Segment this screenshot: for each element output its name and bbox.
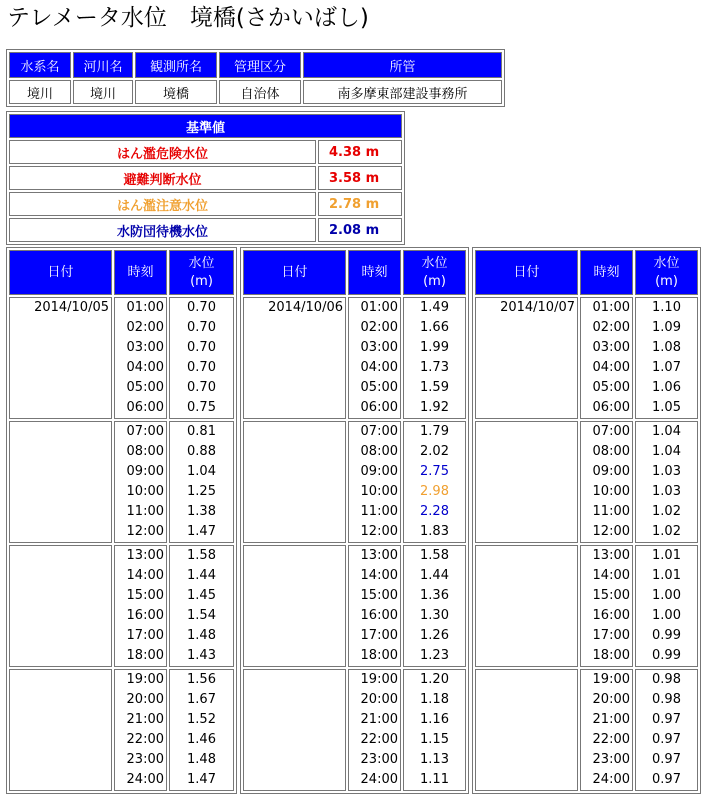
level-value: 1.44: [187, 568, 216, 583]
date-value: 2014/10/07: [500, 300, 575, 315]
level-value: 1.66: [420, 320, 449, 335]
time-value: 22:00: [360, 732, 398, 747]
level-value: 1.16: [420, 712, 449, 727]
date-cell: [243, 669, 346, 791]
level-value: 1.03: [652, 484, 681, 499]
caution-level-label: はん濫注意水位: [9, 192, 316, 216]
level-cell: [635, 669, 698, 791]
time-block-row: [475, 669, 698, 791]
time-block-row: [243, 297, 466, 419]
level-value: 1.38: [187, 504, 216, 519]
time-value: 06:00: [360, 400, 398, 415]
date-cell: [243, 545, 346, 667]
level-cell: [403, 297, 466, 419]
time-block-row: [243, 421, 466, 543]
time-value: 08:00: [360, 444, 398, 459]
time-value: 02:00: [126, 320, 164, 335]
time-value: 21:00: [592, 712, 630, 727]
level-value: 1.09: [652, 320, 681, 335]
level-column-header: [635, 250, 698, 295]
level-value: 1.46: [187, 732, 216, 747]
level-value: 1.06: [652, 380, 681, 395]
level-value: 1.01: [652, 568, 681, 583]
time-value: 19:00: [360, 672, 398, 687]
time-value: 18:00: [360, 648, 398, 663]
standard-row-danger: [9, 140, 402, 164]
time-value: 06:00: [126, 400, 164, 415]
level-column-header: [169, 250, 234, 295]
river-value: 境川: [73, 80, 133, 104]
time-value: 06:00: [592, 400, 630, 415]
level-value: 2.02: [420, 444, 449, 459]
time-value: 21:00: [360, 712, 398, 727]
time-value: 09:00: [592, 464, 630, 479]
standard-row-evacuation: [9, 166, 402, 190]
time-value: 02:00: [360, 320, 398, 335]
time-cell: [580, 545, 633, 667]
level-value: 1.08: [652, 340, 681, 355]
water-system-value: 境川: [9, 80, 71, 104]
level-value: 1.73: [420, 360, 449, 375]
time-value: 21:00: [126, 712, 164, 727]
time-value: 13:00: [126, 548, 164, 563]
time-value: 01:00: [360, 300, 398, 315]
water-level-day-table: [240, 247, 469, 794]
time-value: 15:00: [126, 588, 164, 603]
level-value: 1.00: [652, 608, 681, 623]
standard-levels-header: 基準値: [9, 114, 402, 138]
time-value: 02:00: [592, 320, 630, 335]
level-value: 0.97: [652, 772, 681, 787]
time-value: 22:00: [592, 732, 630, 747]
level-value: 1.20: [420, 672, 449, 687]
level-value: 1.23: [420, 648, 449, 663]
time-value: 05:00: [592, 380, 630, 395]
header-management: 管理区分: [219, 52, 301, 78]
date-value: 2014/10/05: [34, 300, 109, 315]
header-station: 観測所名: [135, 52, 217, 78]
date-cell: [475, 297, 578, 419]
date-cell: [475, 421, 578, 543]
level-cell: [403, 669, 466, 791]
level-value: 1.01: [652, 548, 681, 563]
date-column-header: 日付: [9, 250, 112, 295]
level-cell: [169, 545, 234, 667]
level-value: 0.70: [187, 340, 216, 355]
time-value: 03:00: [592, 340, 630, 355]
level-value: 1.43: [187, 648, 216, 663]
station-info-value-row: [9, 80, 502, 104]
date-cell: [9, 421, 112, 543]
time-cell: [114, 669, 167, 791]
danger-level-value: 4.38 m: [318, 140, 402, 164]
time-column-header: 時刻: [114, 250, 167, 295]
time-value: 12:00: [360, 524, 398, 539]
level-value: 1.79: [420, 424, 449, 439]
level-value: 0.75: [187, 400, 216, 415]
level-header-label: 水位: [653, 255, 680, 271]
time-value: 22:00: [126, 732, 164, 747]
time-value: 24:00: [126, 772, 164, 787]
time-value: 13:00: [360, 548, 398, 563]
time-block-row: [9, 669, 234, 791]
header-river: 河川名: [73, 52, 133, 78]
time-value: 17:00: [126, 628, 164, 643]
level-column-header: [403, 250, 466, 295]
time-value: 24:00: [360, 772, 398, 787]
level-value: 1.58: [420, 548, 449, 563]
time-value: 09:00: [126, 464, 164, 479]
time-value: 12:00: [592, 524, 630, 539]
time-value: 19:00: [126, 672, 164, 687]
time-cell: [348, 669, 401, 791]
time-value: 20:00: [592, 692, 630, 707]
standard-row-standby: [9, 218, 402, 242]
level-value: 1.92: [420, 400, 449, 415]
level-value: 1.48: [187, 628, 216, 643]
time-cell: [348, 545, 401, 667]
date-column-header: 日付: [475, 250, 578, 295]
level-value: 0.70: [187, 360, 216, 375]
time-value: 12:00: [126, 524, 164, 539]
time-cell: [580, 421, 633, 543]
time-value: 20:00: [126, 692, 164, 707]
date-cell: [9, 669, 112, 791]
day-header-row: [9, 250, 234, 295]
level-cell: [169, 421, 234, 543]
time-value: 24:00: [592, 772, 630, 787]
time-cell: [114, 545, 167, 667]
level-value: 1.10: [652, 300, 681, 315]
level-value-standby: 2.75: [420, 464, 449, 479]
station-info-table: [6, 49, 505, 107]
time-value: 18:00: [592, 648, 630, 663]
level-header-unit: (m): [655, 273, 678, 289]
danger-level-label: はん濫危険水位: [9, 140, 316, 164]
time-value: 19:00: [592, 672, 630, 687]
level-header-unit: (m): [190, 273, 213, 289]
time-value: 10:00: [126, 484, 164, 499]
header-water-system: 水系名: [9, 52, 71, 78]
level-value: 1.02: [652, 524, 681, 539]
level-value: 1.18: [420, 692, 449, 707]
time-value: 13:00: [592, 548, 630, 563]
level-value-standby: 2.28: [420, 504, 449, 519]
standard-levels-table: [6, 111, 405, 245]
level-cell: [635, 421, 698, 543]
time-value: 15:00: [592, 588, 630, 603]
time-block-row: [9, 545, 234, 667]
time-value: 04:00: [360, 360, 398, 375]
time-value: 07:00: [126, 424, 164, 439]
time-value: 07:00: [592, 424, 630, 439]
time-cell: [348, 297, 401, 419]
level-header-label: 水位: [188, 255, 215, 271]
time-block-row: [9, 421, 234, 543]
time-block-row: [475, 421, 698, 543]
jurisdiction-value: 南多摩東部建設事務所: [303, 80, 502, 104]
level-cell: [635, 545, 698, 667]
level-value: 0.97: [652, 712, 681, 727]
level-value: 1.83: [420, 524, 449, 539]
level-value: 0.70: [187, 300, 216, 315]
level-value: 1.52: [187, 712, 216, 727]
day-header-row: [243, 250, 466, 295]
level-value: 1.00: [652, 588, 681, 603]
level-value: 1.47: [187, 772, 216, 787]
level-value: 1.30: [420, 608, 449, 623]
level-value: 1.25: [187, 484, 216, 499]
time-value: 03:00: [126, 340, 164, 355]
time-value: 11:00: [360, 504, 398, 519]
time-value: 04:00: [126, 360, 164, 375]
time-block-row: [243, 545, 466, 667]
level-value: 0.99: [652, 648, 681, 663]
time-value: 05:00: [126, 380, 164, 395]
time-cell: [348, 421, 401, 543]
level-value: 0.70: [187, 320, 216, 335]
evacuation-level-value: 3.58 m: [318, 166, 402, 190]
level-value: 0.98: [652, 692, 681, 707]
level-value: 1.99: [420, 340, 449, 355]
time-block-row: [475, 545, 698, 667]
level-value: 1.05: [652, 400, 681, 415]
level-value: 1.56: [187, 672, 216, 687]
level-value: 1.13: [420, 752, 449, 767]
level-value: 1.11: [420, 772, 449, 787]
level-value: 0.99: [652, 628, 681, 643]
time-block-row: [475, 297, 698, 419]
time-value: 03:00: [360, 340, 398, 355]
standby-level-label: 水防団待機水位: [9, 218, 316, 242]
time-cell: [114, 297, 167, 419]
level-cell: [169, 297, 234, 419]
level-value: 1.49: [420, 300, 449, 315]
date-cell: [9, 297, 112, 419]
time-value: 08:00: [126, 444, 164, 459]
time-value: 08:00: [592, 444, 630, 459]
caution-level-value: 2.78 m: [318, 192, 402, 216]
level-value-caution: 2.98: [420, 484, 449, 499]
level-header-unit: (m): [423, 273, 446, 289]
level-value: 1.02: [652, 504, 681, 519]
time-value: 01:00: [126, 300, 164, 315]
level-value: 0.81: [187, 424, 216, 439]
level-value: 0.70: [187, 380, 216, 395]
time-value: 14:00: [592, 568, 630, 583]
time-block-row: [9, 297, 234, 419]
level-value: 1.45: [187, 588, 216, 603]
level-cell: [169, 669, 234, 791]
time-value: 01:00: [592, 300, 630, 315]
date-cell: [475, 545, 578, 667]
page-title: テレメータ水位 境橋(さかいばし): [7, 5, 369, 31]
level-value: 1.58: [187, 548, 216, 563]
header-jurisdiction: 所管: [303, 52, 502, 78]
time-value: 23:00: [126, 752, 164, 767]
time-value: 16:00: [360, 608, 398, 623]
station-value: 境橋: [135, 80, 217, 104]
time-value: 23:00: [360, 752, 398, 767]
date-cell: [9, 545, 112, 667]
level-value: 1.67: [187, 692, 216, 707]
water-level-day-table: [6, 247, 237, 794]
level-value: 0.88: [187, 444, 216, 459]
time-value: 07:00: [360, 424, 398, 439]
date-value: 2014/10/06: [268, 300, 343, 315]
level-header-label: 水位: [421, 255, 448, 271]
level-value: 1.36: [420, 588, 449, 603]
time-value: 10:00: [592, 484, 630, 499]
level-value: 1.04: [652, 444, 681, 459]
date-cell: [475, 669, 578, 791]
station-info-header-row: [9, 52, 502, 78]
time-block-row: [243, 669, 466, 791]
level-value: 1.03: [652, 464, 681, 479]
date-cell: [243, 421, 346, 543]
level-value: 1.07: [652, 360, 681, 375]
level-value: 1.26: [420, 628, 449, 643]
time-value: 04:00: [592, 360, 630, 375]
date-cell: [243, 297, 346, 419]
level-value: 0.97: [652, 732, 681, 747]
time-cell: [580, 669, 633, 791]
level-cell: [403, 545, 466, 667]
level-value: 1.15: [420, 732, 449, 747]
level-value: 1.47: [187, 524, 216, 539]
standard-row-caution: [9, 192, 402, 216]
level-value: 1.04: [187, 464, 216, 479]
time-value: 14:00: [360, 568, 398, 583]
level-value: 1.54: [187, 608, 216, 623]
time-value: 05:00: [360, 380, 398, 395]
standby-level-value: 2.08 m: [318, 218, 402, 242]
time-value: 18:00: [126, 648, 164, 663]
time-value: 16:00: [592, 608, 630, 623]
time-value: 16:00: [126, 608, 164, 623]
time-value: 17:00: [592, 628, 630, 643]
time-value: 17:00: [360, 628, 398, 643]
level-value: 1.04: [652, 424, 681, 439]
time-column-header: 時刻: [580, 250, 633, 295]
date-column-header: 日付: [243, 250, 346, 295]
time-column-header: 時刻: [348, 250, 401, 295]
time-value: 10:00: [360, 484, 398, 499]
level-cell: [635, 297, 698, 419]
day-header-row: [475, 250, 698, 295]
time-value: 11:00: [126, 504, 164, 519]
time-value: 23:00: [592, 752, 630, 767]
evacuation-level-label: 避難判断水位: [9, 166, 316, 190]
level-cell: [403, 421, 466, 543]
water-level-day-table: [472, 247, 701, 794]
level-value: 0.97: [652, 752, 681, 767]
time-value: 20:00: [360, 692, 398, 707]
time-value: 14:00: [126, 568, 164, 583]
time-value: 15:00: [360, 588, 398, 603]
level-value: 1.48: [187, 752, 216, 767]
management-value: 自治体: [219, 80, 301, 104]
time-cell: [114, 421, 167, 543]
time-value: 11:00: [592, 504, 630, 519]
time-value: 09:00: [360, 464, 398, 479]
time-cell: [580, 297, 633, 419]
level-value: 1.44: [420, 568, 449, 583]
level-value: 0.98: [652, 672, 681, 687]
level-value: 1.59: [420, 380, 449, 395]
